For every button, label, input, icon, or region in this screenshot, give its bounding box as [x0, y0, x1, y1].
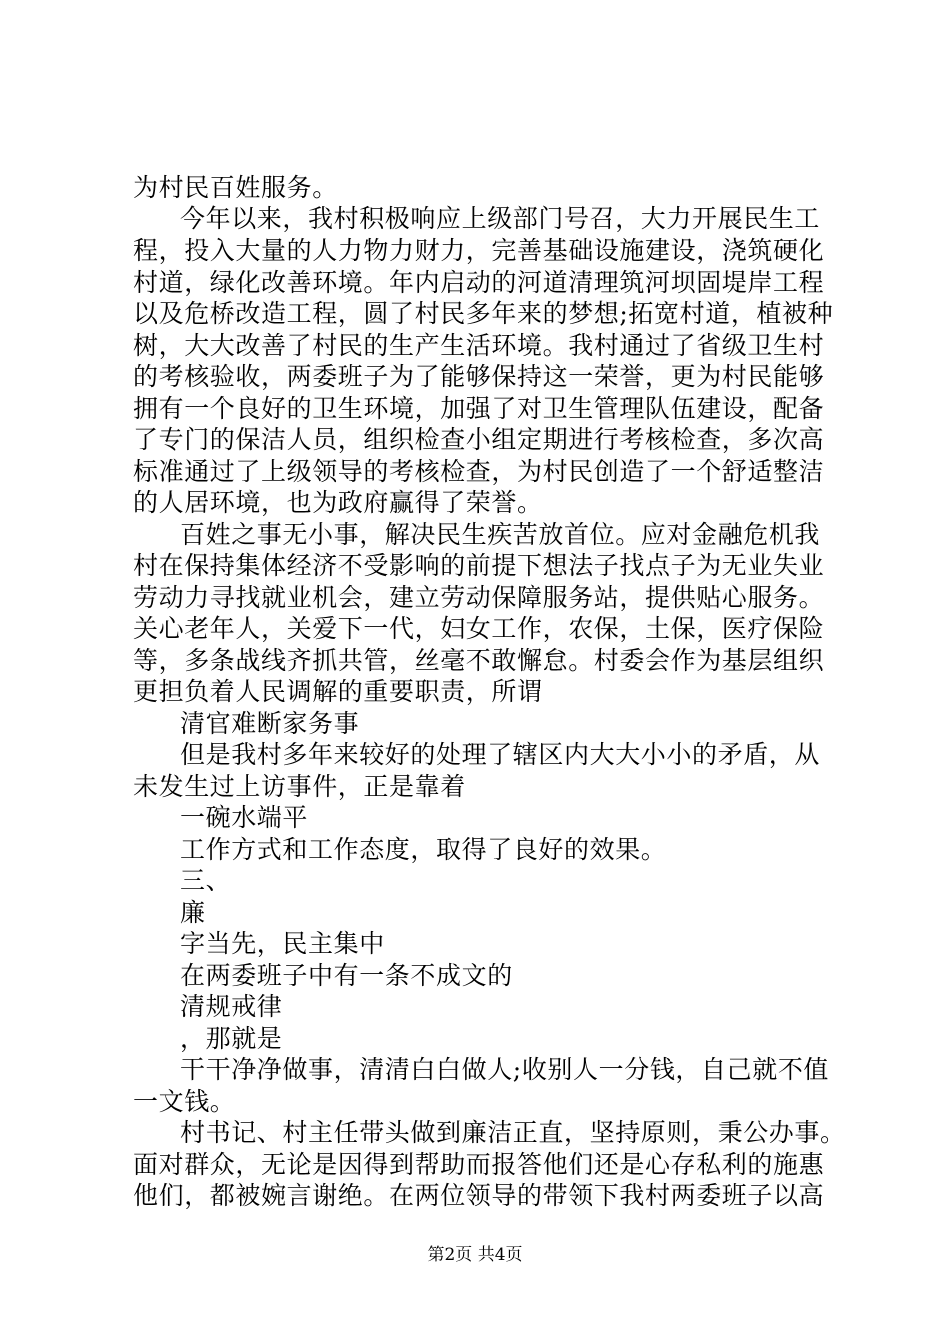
text-line: 拥有一个良好的卫生环境，加强了对卫生管理队伍建设，配备 — [133, 394, 825, 423]
text-line: 程，投入大量的人力物力财力，完善基础设施建设，浇筑硬化 — [133, 236, 825, 265]
text-line: 以及危桥改造工程，圆了村民多年来的梦想;拓宽村道，植被种 — [133, 299, 834, 328]
text-line: 标准通过了上级领导的考核检查，为村民创造了一个舒适整洁 — [133, 457, 825, 486]
page-number-footer: 第2页 共4页 — [427, 1245, 523, 1265]
section-heading: 字当先，民主集中 — [180, 929, 385, 958]
text-line: 树，大大改善了村民的生产生活环境。我村通过了省级卫生村 — [133, 331, 825, 360]
paragraph-first-line: 但是我村多年来较好的处理了辖区内大大小小的矛盾，从 — [180, 740, 821, 769]
paragraph-first-line: 百姓之事无小事，解决民生疾苦放首位。应对金融危机我 — [180, 520, 821, 549]
text-line: 村在保持集体经济不受影响的前提下想法子找点子为无业失业 — [133, 551, 825, 580]
text-line: 在两委班子中有一条不成文的 — [180, 961, 513, 990]
text-line: 劳动力寻找就业机会，建立劳动保障服务站，提供贴心服务。 — [133, 583, 825, 612]
quoted-phrase: 一碗水端平 — [180, 803, 309, 832]
text-line: 的人居环境，也为政府赢得了荣誉。 — [133, 488, 543, 517]
text-line: 工作方式和工作态度，取得了良好的效果。 — [180, 835, 667, 864]
quoted-phrase: 廉 — [180, 898, 206, 927]
text-line: 的考核验收，两委班子为了能够保持这一荣誉，更为村民能够 — [133, 362, 825, 391]
text-line: 他们，都被婉言谢绝。在两位领导的带领下我村两委班子以高 — [133, 1181, 825, 1210]
quoted-phrase: 清官难断家务事 — [180, 709, 360, 738]
paragraph-first-line: 今年以来，我村积极响应上级部门号召，大力开展民生工 — [180, 204, 821, 233]
paragraph-first-line: 村书记、村主任带头做到廉洁正直，坚持原则，秉公办事。 — [180, 1118, 846, 1147]
text-line: 未发生过上访事件，正是靠着 — [133, 772, 466, 801]
text-line: ，那就是 — [180, 1024, 283, 1053]
section-number: 三、 — [180, 866, 232, 895]
text-line: 了专门的保洁人员，组织检查小组定期进行考核检查，多次高 — [133, 425, 825, 454]
text-line: 更担负着人民调解的重要职责，所谓 — [133, 677, 543, 706]
text-line: 为村民百姓服务。 — [133, 173, 338, 202]
text-line: 村道，绿化改善环境。年内启动的河道清理筑河坝固堤岸工程 — [133, 268, 825, 297]
quoted-sentence: 干干净净做事，清清白白做人;收别人一分钱，自己就不值 — [180, 1055, 830, 1084]
quoted-phrase: 清规戒律 — [180, 992, 283, 1021]
text-line: 面对群众，无论是因得到帮助而报答他们还是心存私利的施惠 — [133, 1150, 825, 1179]
text-line: 关心老年人，关爱下一代，妇女工作，农保，土保，医疗保险 — [133, 614, 825, 643]
text-line: 一文钱。 — [133, 1087, 236, 1116]
text-line: 等，多条战线齐抓共管，丝毫不敢懈怠。村委会作为基层组织 — [133, 646, 825, 675]
